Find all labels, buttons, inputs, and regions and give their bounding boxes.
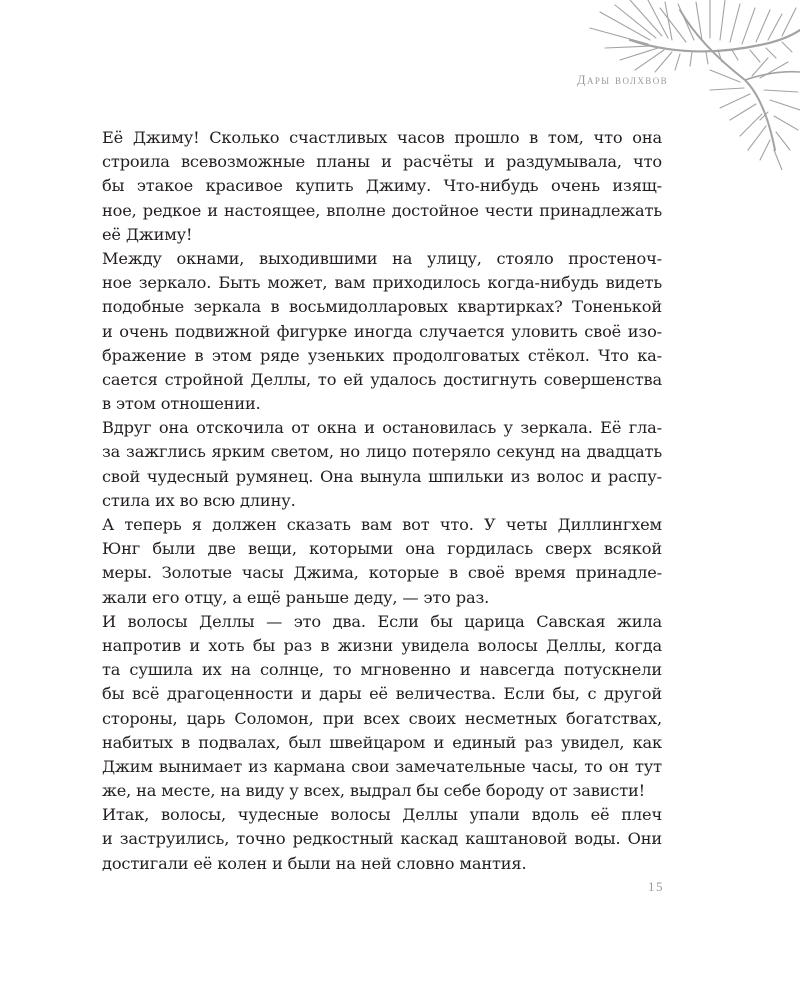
text-line: бражение в этом ряде узеньких продолговатых стёкол. Что ка-: [102, 345, 662, 365]
text-line: и заструились, точно редкостный каскад каштановой воды. Они: [102, 829, 662, 849]
text-line: меры. Золотые часы Джима, которые в своё время принадле-: [102, 563, 662, 583]
text-line: бы всё драгоценности и дары её величества. Если бы, с другой: [102, 684, 662, 704]
text-line: стороны, царь Соломон, при всех своих несметных богатствах,: [102, 708, 662, 728]
text-line: ное зеркало. Быть может, вам приходилось когда-нибудь видеть: [102, 273, 662, 293]
text-line: напротив и хоть бы раз в жизни увидела волосы Деллы, когда: [102, 635, 662, 655]
text-line: сается стройной Деллы, то ей удалось достигнуть совершенства: [102, 369, 662, 389]
text-line: ное, редкое и настоящее, вполне достойное чести принадлежать: [102, 200, 662, 220]
text-line: набитых в подвалах, был швейцаром и единый раз увидел, как: [102, 732, 662, 752]
text-line: Вдруг она отскочила от окна и остановилась у зеркала. Её гла-: [102, 418, 662, 438]
text-line: и очень подвижной фигурке иногда случается уловить своё изо-: [102, 321, 662, 341]
body-text: [102, 126, 662, 876]
text-line: подобные зеркала в восьмидолларовых квартирках? Тоненькой: [102, 297, 662, 317]
text-line: Джим вынимает из кармана свои замечательные часы, то он тут: [102, 756, 662, 776]
text-line: бы этакое красивое купить Джиму. Что-нибудь очень изящ-: [102, 176, 662, 196]
text-line: свой чудесный румянец. Она вынула шпильки из волос и распу-: [102, 466, 662, 486]
text-line: та сушила их на солнце, то мгновенно и навсегда потускнели: [102, 660, 662, 680]
page-number: 15: [648, 879, 664, 894]
text-line: достигали её колен и были на ней словно мантия.: [102, 853, 527, 873]
text-line: Между окнами, выходившими на улицу, стояло простеноч-: [102, 248, 662, 268]
text-line: А теперь я должен сказать вам вот что. У четы Диллингхем: [102, 515, 662, 534]
text-line: же, на месте, на виду у всех, выдрал бы себе бороду от зависти!: [102, 781, 646, 801]
text-line: Её Джиму! Сколько счастливых часов прошло в том, что она: [102, 128, 662, 147]
text-line: Итак, волосы, чудесные волосы Деллы упали вдоль её плеч: [102, 805, 662, 825]
text-line: за зажглись ярким светом, но лицо потеряло секунд на двадцать: [102, 442, 662, 462]
text-line: жали его отцу, а ещё раньше деду, — это раз.: [102, 587, 490, 607]
text-line: Юнг были две вещи, которыми она гордилась сверх всякой: [102, 539, 662, 559]
text-line: строила всевозможные планы и расчёты и раздумывала, что: [102, 152, 662, 172]
text-line: её Джиму!: [102, 224, 193, 244]
text-line: стила их во всю длину.: [102, 490, 296, 510]
text-line: И волосы Деллы — это два. Если бы царица Савская жила: [102, 611, 662, 631]
running-head: Дары волхвов: [577, 73, 668, 87]
text-line: в этом отношении.: [102, 394, 261, 414]
